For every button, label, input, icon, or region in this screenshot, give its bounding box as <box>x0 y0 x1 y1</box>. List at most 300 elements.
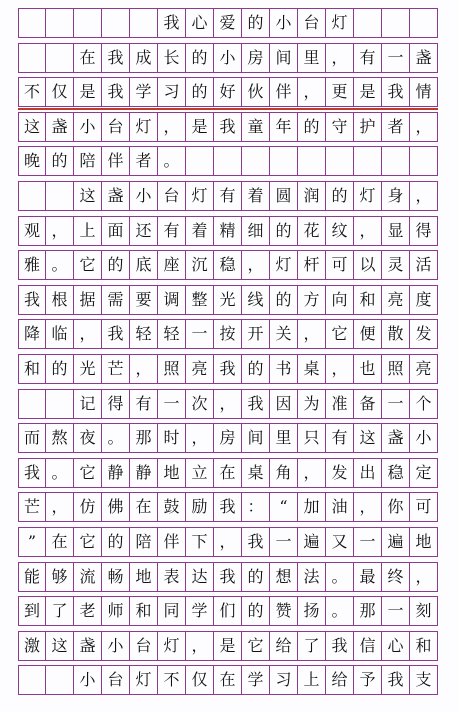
grid-cell: 有 <box>326 424 354 452</box>
grid-cell: 我 <box>102 78 130 106</box>
text-row <box>18 631 438 661</box>
grid-cell: 整 <box>186 286 214 314</box>
grid-cell: 台 <box>158 182 186 210</box>
grid-cell: 一 <box>354 528 382 556</box>
grid-cell <box>410 9 438 37</box>
grid-cell: 最 <box>354 563 382 591</box>
grid-cell: 花 <box>298 217 326 245</box>
grid-cell: ， <box>74 320 102 348</box>
grid-cell: 亮 <box>410 355 438 383</box>
grid-cell: 一 <box>158 390 186 418</box>
grid-cell: 着 <box>242 182 270 210</box>
grid-cell: 到 <box>18 597 46 625</box>
grid-cell: ， <box>410 113 438 141</box>
text-row <box>18 216 438 246</box>
grid-cell: 亮 <box>186 355 214 383</box>
grid-cell: 仅 <box>186 666 214 694</box>
grid-cell: 桌 <box>242 459 270 487</box>
text-row <box>18 458 438 488</box>
grid-cell: 台 <box>102 113 130 141</box>
grid-cell: 润 <box>298 182 326 210</box>
grid-cell: 芒 <box>18 493 46 521</box>
grid-cell: ， <box>326 44 354 72</box>
grid-cell: 我 <box>214 113 242 141</box>
grid-cell: 。 <box>46 251 74 279</box>
grid-cell: 里 <box>298 44 326 72</box>
grid-cell: 灯 <box>354 182 382 210</box>
grid-cell: 灯 <box>270 251 298 279</box>
grid-cell: ” <box>18 528 46 556</box>
grid-cell <box>382 147 410 175</box>
grid-cell: 我 <box>382 666 410 694</box>
grid-cell: 了 <box>46 597 74 625</box>
grid-cell: 小 <box>102 632 130 660</box>
grid-cell: 这 <box>354 424 382 452</box>
grid-cell: 予 <box>354 666 382 694</box>
grid-cell: 灯 <box>186 182 214 210</box>
grid-cell <box>130 9 158 37</box>
grid-cell: 和 <box>410 632 438 660</box>
grid-cell: ， <box>46 217 74 245</box>
grid-cell: 角 <box>270 459 298 487</box>
grid-cell: ： <box>242 493 270 521</box>
grid-cell: 方 <box>298 286 326 314</box>
grid-cell: 只 <box>298 424 326 452</box>
grid-cell: 得 <box>102 390 130 418</box>
grid-cell: 出 <box>354 459 382 487</box>
grid-cell: 心 <box>186 9 214 37</box>
grid-cell: 台 <box>130 632 158 660</box>
grid-cell <box>382 9 410 37</box>
grid-cell: 小 <box>214 44 242 72</box>
grid-cell: 开 <box>242 320 270 348</box>
grid-cell: 我 <box>158 9 186 37</box>
grid-cell: 盏 <box>74 632 102 660</box>
grid-cell: 的 <box>102 528 130 556</box>
grid-cell: 光 <box>74 355 102 383</box>
grid-cell: 师 <box>102 597 130 625</box>
grid-cell <box>18 666 46 694</box>
grid-cell: 调 <box>158 286 186 314</box>
grid-cell: 小 <box>74 666 102 694</box>
grid-cell: 长 <box>158 44 186 72</box>
grid-cell: 临 <box>46 320 74 348</box>
grid-cell: 身 <box>382 182 410 210</box>
grid-cell <box>46 666 74 694</box>
grid-cell: 的 <box>46 147 74 175</box>
grid-cell: 。 <box>46 459 74 487</box>
grid-cell: 我 <box>326 632 354 660</box>
grid-cell: 照 <box>382 355 410 383</box>
grid-cell: 可 <box>326 251 354 279</box>
grid-cell: 好 <box>214 78 242 106</box>
grid-cell: ， <box>186 632 214 660</box>
grid-cell: ， <box>354 493 382 521</box>
grid-cell: 赞 <box>270 597 298 625</box>
grid-cell: 光 <box>214 286 242 314</box>
grid-cell: 情 <box>410 78 438 106</box>
grid-cell: 伴 <box>270 78 298 106</box>
grid-cell: 雅 <box>18 251 46 279</box>
grid-cell: ， <box>242 251 270 279</box>
grid-cell: 书 <box>270 355 298 383</box>
grid-cell: 晚 <box>18 147 46 175</box>
grid-cell: 时 <box>158 424 186 452</box>
grid-cell <box>298 147 326 175</box>
grid-cell: 那 <box>354 597 382 625</box>
grid-cell: 一 <box>186 320 214 348</box>
grid-cell: 想 <box>270 563 298 591</box>
grid-cell: 轻 <box>130 320 158 348</box>
grid-cell: 遍 <box>298 528 326 556</box>
text-row <box>18 112 438 142</box>
grid-cell: 杆 <box>298 251 326 279</box>
grid-cell: 按 <box>214 320 242 348</box>
grid-cell: ， <box>130 355 158 383</box>
grid-cell: 是 <box>354 78 382 106</box>
grid-cell: 间 <box>270 44 298 72</box>
grid-cell: 油 <box>326 493 354 521</box>
grid-cell: 和 <box>354 286 382 314</box>
grid-cell: 鼓 <box>158 493 186 521</box>
text-row <box>18 562 438 592</box>
grid-cell <box>102 9 130 37</box>
grid-cell <box>354 9 382 37</box>
grid-cell: 信 <box>354 632 382 660</box>
grid-cell: 学 <box>130 78 158 106</box>
grid-cell: 小 <box>130 182 158 210</box>
grid-cell: ， <box>158 113 186 141</box>
grid-cell <box>46 390 74 418</box>
text-row <box>18 43 438 73</box>
grid-cell: 我 <box>382 78 410 106</box>
grid-cell: 加 <box>298 493 326 521</box>
text-row <box>18 665 438 695</box>
grid-cell: 我 <box>102 44 130 72</box>
grid-cell: 地 <box>410 528 438 556</box>
grid-cell: 下 <box>186 528 214 556</box>
grid-cell: 的 <box>242 597 270 625</box>
grid-cell: ， <box>298 78 326 106</box>
grid-cell: 表 <box>158 563 186 591</box>
grid-cell: 爱 <box>214 9 242 37</box>
grid-cell: 立 <box>186 459 214 487</box>
grid-cell <box>410 147 438 175</box>
grid-cell: 可 <box>410 493 438 521</box>
grid-cell: 心 <box>382 632 410 660</box>
grid-cell: 它 <box>74 528 102 556</box>
grid-cell: 那 <box>130 424 158 452</box>
grid-cell: 小 <box>410 424 438 452</box>
grid-cell: 激 <box>18 632 46 660</box>
grid-cell: 的 <box>186 44 214 72</box>
grid-cell: 沉 <box>186 251 214 279</box>
grid-cell: 我 <box>18 286 46 314</box>
grid-cell: 降 <box>18 320 46 348</box>
grid-cell: 是 <box>214 632 242 660</box>
grid-cell: 仅 <box>46 78 74 106</box>
grid-cell: 的 <box>242 563 270 591</box>
grid-cell: 励 <box>186 493 214 521</box>
grid-cell: 根 <box>46 286 74 314</box>
grid-cell: 亮 <box>382 286 410 314</box>
grid-cell: 静 <box>102 459 130 487</box>
grid-cell: 达 <box>186 563 214 591</box>
grid-cell: 灯 <box>158 632 186 660</box>
grid-cell: 给 <box>270 632 298 660</box>
grid-cell: 我 <box>214 563 242 591</box>
grid-cell: 同 <box>158 597 186 625</box>
grid-cell: 面 <box>102 217 130 245</box>
text-row <box>18 319 438 349</box>
grid-cell: 一 <box>270 528 298 556</box>
grid-cell <box>270 147 298 175</box>
grid-cell: 。 <box>326 597 354 625</box>
grid-cell: 守 <box>326 113 354 141</box>
grid-cell: 陪 <box>74 147 102 175</box>
grid-cell: 以 <box>354 251 382 279</box>
grid-cell: 刻 <box>410 597 438 625</box>
grid-cell: 更 <box>326 78 354 106</box>
red-underline <box>18 108 438 110</box>
grid-cell: 熬 <box>46 424 74 452</box>
grid-cell: 在 <box>214 666 242 694</box>
grid-cell: 又 <box>326 528 354 556</box>
grid-cell: 照 <box>158 355 186 383</box>
grid-cell: 不 <box>158 666 186 694</box>
grid-cell: 灯 <box>130 113 158 141</box>
grid-cell: 记 <box>74 390 102 418</box>
grid-cell: 次 <box>186 390 214 418</box>
text-row <box>18 527 438 557</box>
grid-cell: 我 <box>18 459 46 487</box>
grid-cell: 了 <box>298 632 326 660</box>
grid-cell <box>46 9 74 37</box>
text-row <box>18 423 438 453</box>
grid-cell: 在 <box>46 528 74 556</box>
grid-cell: 台 <box>102 666 130 694</box>
grid-cell: 地 <box>130 563 158 591</box>
grid-cell: 盏 <box>410 44 438 72</box>
grid-cell: 能 <box>18 563 46 591</box>
grid-cell <box>74 9 102 37</box>
grid-cell: 盏 <box>46 113 74 141</box>
grid-cell: 据 <box>74 286 102 314</box>
grid-cell: ， <box>214 528 242 556</box>
grid-cell: 的 <box>298 113 326 141</box>
grid-cell: 畅 <box>102 563 130 591</box>
grid-cell: 我 <box>214 355 242 383</box>
text-row <box>18 354 438 384</box>
grid-cell: 。 <box>158 147 186 175</box>
grid-cell: 有 <box>354 44 382 72</box>
grid-cell: 一 <box>382 390 410 418</box>
grid-cell: 小 <box>270 9 298 37</box>
grid-cell <box>46 44 74 72</box>
title-row <box>18 8 438 38</box>
grid-cell: 成 <box>130 44 158 72</box>
grid-cell: 护 <box>354 113 382 141</box>
grid-cell: 我 <box>102 320 130 348</box>
grid-cell: 我 <box>242 390 270 418</box>
grid-cell: 夜 <box>74 424 102 452</box>
text-row <box>18 596 438 626</box>
grid-cell: 有 <box>130 390 158 418</box>
grid-cell: ， <box>214 390 242 418</box>
grid-cell: 们 <box>214 597 242 625</box>
grid-cell <box>242 147 270 175</box>
grid-cell: 的 <box>270 286 298 314</box>
grid-cell: 支 <box>410 666 438 694</box>
grid-cell: 房 <box>242 44 270 72</box>
grid-cell: 者 <box>130 147 158 175</box>
grid-cell: ， <box>186 424 214 452</box>
grid-cell: 者 <box>382 113 410 141</box>
grid-cell: 和 <box>18 355 46 383</box>
grid-cell: 一 <box>382 44 410 72</box>
grid-cell: 稳 <box>382 459 410 487</box>
grid-cell: 观 <box>18 217 46 245</box>
grid-cell: 也 <box>354 355 382 383</box>
grid-cell: 准 <box>326 390 354 418</box>
grid-cell: 扬 <box>298 597 326 625</box>
grid-cell: 遍 <box>382 528 410 556</box>
grid-cell: 定 <box>410 459 438 487</box>
grid-cell: 轻 <box>158 320 186 348</box>
grid-cell: 小 <box>74 113 102 141</box>
grid-cell: 佛 <box>102 493 130 521</box>
grid-cell: 有 <box>158 217 186 245</box>
grid-cell: 而 <box>18 424 46 452</box>
grid-cell: 习 <box>270 666 298 694</box>
grid-cell: 老 <box>74 597 102 625</box>
grid-cell: 灵 <box>382 251 410 279</box>
grid-cell: 台 <box>298 9 326 37</box>
grid-cell: 静 <box>130 459 158 487</box>
grid-cell: 我 <box>214 493 242 521</box>
grid-cell <box>18 390 46 418</box>
grid-cell: 发 <box>410 320 438 348</box>
grid-cell: 精 <box>214 217 242 245</box>
grid-cell: 上 <box>298 666 326 694</box>
grid-cell: 这 <box>74 182 102 210</box>
grid-cell: 它 <box>74 251 102 279</box>
grid-cell: 它 <box>74 459 102 487</box>
grid-cell: 散 <box>382 320 410 348</box>
grid-cell: 度 <box>410 286 438 314</box>
grid-cell: 发 <box>326 459 354 487</box>
grid-cell: 房 <box>214 424 242 452</box>
text-row <box>18 77 438 107</box>
grid-cell: 向 <box>326 286 354 314</box>
grid-cell: 在 <box>74 44 102 72</box>
grid-cell: 还 <box>130 217 158 245</box>
grid-cell: 我 <box>242 528 270 556</box>
grid-cell: 上 <box>74 217 102 245</box>
grid-cell: 的 <box>242 355 270 383</box>
text-row <box>18 285 438 315</box>
grid-cell: 伙 <box>242 78 270 106</box>
grid-cell <box>46 182 74 210</box>
text-row <box>18 389 438 419</box>
grid-cell: 的 <box>326 182 354 210</box>
grid-cell: ， <box>46 493 74 521</box>
grid-cell: 流 <box>74 563 102 591</box>
grid-cell: 童 <box>242 113 270 141</box>
grid-cell <box>214 147 242 175</box>
text-row <box>18 250 438 280</box>
grid-cell: 你 <box>382 493 410 521</box>
grid-cell: 的 <box>102 251 130 279</box>
grid-cell: 这 <box>46 632 74 660</box>
grid-cell: 灯 <box>130 666 158 694</box>
grid-cell: 纹 <box>326 217 354 245</box>
grid-cell: 在 <box>214 459 242 487</box>
grid-cell: 座 <box>158 251 186 279</box>
grid-cell: 终 <box>382 563 410 591</box>
grid-cell <box>18 9 46 37</box>
grid-cell: 。 <box>102 424 130 452</box>
text-row <box>18 146 438 176</box>
grid-cell: 为 <box>298 390 326 418</box>
grid-cell <box>18 182 46 210</box>
grid-cell: 线 <box>242 286 270 314</box>
grid-cell <box>354 147 382 175</box>
grid-cell: 因 <box>270 390 298 418</box>
grid-cell: ， <box>410 563 438 591</box>
grid-cell: 便 <box>354 320 382 348</box>
grid-cell: 习 <box>158 78 186 106</box>
grid-cell: 的 <box>46 355 74 383</box>
grid-cell: 关 <box>270 320 298 348</box>
grid-cell: ， <box>326 355 354 383</box>
grid-cell: 和 <box>130 597 158 625</box>
grid-cell: 芒 <box>102 355 130 383</box>
grid-cell: 伴 <box>102 147 130 175</box>
grid-cell: 要 <box>130 286 158 314</box>
grid-cell: 学 <box>242 666 270 694</box>
grid-cell: ， <box>298 320 326 348</box>
grid-cell: 它 <box>242 632 270 660</box>
grid-cell: 盏 <box>382 424 410 452</box>
grid-cell: 的 <box>270 217 298 245</box>
grid-cell: 有 <box>214 182 242 210</box>
grid-cell: 它 <box>326 320 354 348</box>
grid-cell: 灯 <box>326 9 354 37</box>
grid-cell: 法 <box>298 563 326 591</box>
grid-cell <box>18 44 46 72</box>
grid-cell: ， <box>354 217 382 245</box>
grid-cell: 是 <box>186 113 214 141</box>
grid-cell: 盏 <box>102 182 130 210</box>
grid-cell: 年 <box>270 113 298 141</box>
grid-cell: 桌 <box>298 355 326 383</box>
grid-cell: “ <box>270 493 298 521</box>
grid-cell: 得 <box>410 217 438 245</box>
grid-cell: 伴 <box>158 528 186 556</box>
grid-cell: 学 <box>186 597 214 625</box>
grid-cell: 陪 <box>130 528 158 556</box>
grid-cell: 这 <box>18 113 46 141</box>
grid-cell: 里 <box>270 424 298 452</box>
grid-cell: 不 <box>18 78 46 106</box>
grid-cell: 底 <box>130 251 158 279</box>
grid-cell: 仿 <box>74 493 102 521</box>
grid-cell <box>326 147 354 175</box>
grid-cell: 显 <box>382 217 410 245</box>
grid-cell: ， <box>298 459 326 487</box>
grid-cell: 够 <box>46 563 74 591</box>
